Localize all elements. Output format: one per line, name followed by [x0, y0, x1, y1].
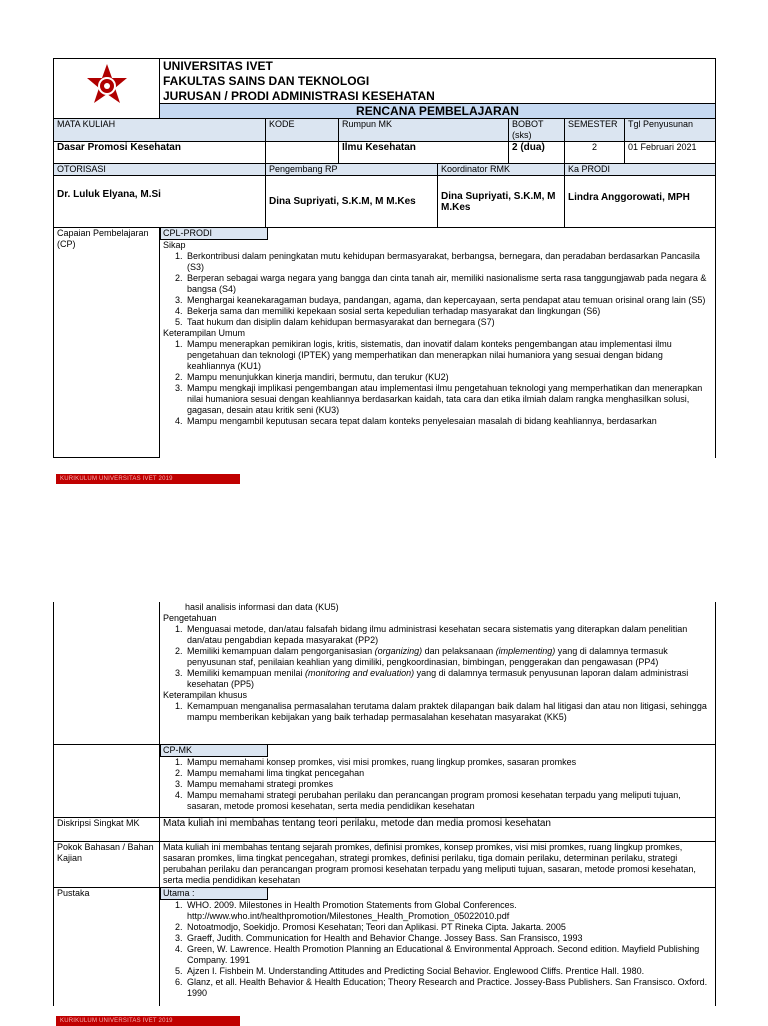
capaian-content — [160, 228, 716, 458]
label-koordinator: Koordinator RMK — [438, 164, 565, 176]
list-item: 4. Mampu memahami strategi perubahan perilaku dan perancangan program promosi kesehatan terpadu yang meliputi tujuan, sasaran, metode promosi kesehatan, serta media pendidikan kesehatan — [185, 790, 712, 812]
pengetahuan-list — [163, 624, 712, 690]
list-item: 5. Taat hukum dan disiplin dalam kehidupan bermasyarakat dan bernegara (S7) — [185, 317, 712, 328]
value-pokok-bahasan: Mata kuliah ini membahas tentang sejarah promkes, definisi promkes, konsep promkes, visi misi promkes, ruang lingkup promkes, sasaran promkes, lima tingkat pencegahan, strategi promkes, definisi perilaku, tiga domain perilaku, determinan perilaku, strategi perubahan perilaku dan perancangan program promosi kesehatan terpadu yang meliputi tujuan, sasaran, metode promosi kesehatan, serta media pendidikan kesehatan — [160, 842, 716, 888]
value-pengembang: Dina Supriyati, S.K.M, M M.Kes — [266, 176, 438, 228]
list-item: 1. Berkontribusi dalam peningkatan mutu kehidupan bermasyarakat, berbangsa, bernegara, dan peradaban berdasarkan Pancasila (S3) — [185, 251, 712, 273]
list-text: yang di dalamnya termasuk penyusunan staf, penilaian keahlian yang dimiliki, pengkoordinasian, bimbingan, penggerakan dan pengawasan (PP4) — [187, 646, 668, 667]
list-item: 6. Glanz, et all. Health Behavior & Health Education; Theory Research and Practice. Jossey-Bass Publishers. San Fransisco. Oxford. 1990 — [185, 977, 712, 999]
university-logo — [83, 62, 131, 110]
label-rumpun: Rumpun MK — [339, 119, 509, 142]
value-rumpun: Ilmu Kesehatan — [339, 142, 509, 164]
label-tgl: Tgl Penyusunan — [625, 119, 716, 142]
ku-heading: Keterampilan Umum — [163, 328, 246, 338]
label-kaprodi: Ka PRODI — [565, 164, 716, 176]
list-item: 1. Kemampuan menganalisa permasalahan terutama dalam praktek dilapangan baik dalam hal litigasi dan atau non litigasi, sehingga mampu memberikan kebijakan yang baik terhadap permasalahan kesehatan masyarakat (KK5) — [185, 701, 712, 723]
list-item: 3. Mampu memahami strategi promkes — [185, 779, 712, 790]
footer-bar-page-2: KURIKULUM UNIVERSITAS IVET 2019 — [56, 1016, 240, 1026]
list-item: 2. Berperan sebagai warga negara yang bangga dan cinta tanah air, memiliki nasionalisme serta rasa tanggungjawab pada negara & bangsa (S4) — [185, 273, 712, 295]
value-kode — [266, 142, 339, 164]
list-text: yang di dalamnya termasuk penyusunan laporan dalam administrasi kesehatan (PP5) — [187, 668, 689, 689]
list-item: 1. WHO. 2009. Milestones in Health Promotion Statements from Global Conferences. http://www.who.int/healthpromotion/Milestones_Health_Promotion_05022010.pdf — [185, 900, 712, 922]
label-diskripsi: Diskripsi Singkat MK — [54, 818, 160, 842]
cpmk-heading: CP-MK — [160, 745, 268, 758]
cpl-prodi-heading: CPL-PRODI — [160, 228, 268, 241]
cpmk-list — [163, 757, 712, 812]
capaian-label-continued — [54, 602, 160, 745]
pustaka-content — [160, 888, 716, 1007]
page-1 — [0, 58, 768, 458]
label-mata-kuliah: MATA KULIAH — [54, 119, 266, 142]
list-item: 3. Menghargai keanekaragaman budaya, pandangan, agama, dan kepercayaan, serta pendapat atau temuan orisinal orang lain (S5) — [185, 295, 712, 306]
sikap-list — [163, 251, 712, 328]
label-pengembang: Pengembang RP — [266, 164, 438, 176]
value-tgl: 01 Februari 2021 — [625, 142, 716, 164]
header-text-cell — [160, 59, 716, 104]
kk-heading: Keterampilan khusus — [163, 690, 248, 700]
list-item: 5. Ajzen I. Fishbein M. Understanding Attitudes and Predicting Social Behavior. Englewood Cliffs. Prentice Hall. 1980. — [185, 966, 712, 977]
list-text: Memiliki kemampuan menilai — [187, 668, 306, 678]
rps-header-table — [53, 58, 716, 458]
value-kaprodi: Lindra Anggorowati, MPH — [565, 176, 716, 228]
utama-heading: Utama : — [160, 888, 268, 901]
label-bobot: BOBOT (sks) — [509, 119, 565, 142]
value-diskripsi: Mata kuliah ini membahas tentang teori perilaku, metode dan media promosi kesehatan — [160, 818, 716, 842]
page-2 — [0, 602, 768, 1006]
faculty-name: FAKULTAS SAINS DAN TEKNOLOGI — [163, 74, 370, 88]
pengetahuan-heading: Pengetahuan — [163, 613, 217, 623]
list-text: (organizing) — [374, 646, 423, 656]
list-text: (monitoring and evaluation) — [305, 668, 415, 678]
department-name: JURUSAN / PRODI ADMINISTRASI KESEHATAN — [163, 89, 435, 103]
label-kode: KODE — [266, 119, 339, 142]
label-pokok-bahasan: Pokok Bahasan / Bahan Kajian — [54, 842, 160, 888]
value-otorisasi: Dr. Luluk Elyana, M.Si — [54, 176, 266, 228]
rps-content-table — [53, 602, 716, 1006]
label-semester: SEMESTER — [565, 119, 625, 142]
value-semester: 2 — [565, 142, 625, 164]
list-item: 1. Menguasai metode, dan/atau falsafah bidang ilmu administrasi kesehatan secara sistematis yang diterapkan dalam penelitian dan/atau pengabdian kepada masyarakat (PP2) — [185, 624, 712, 646]
value-koordinator: Dina Supriyati, S.K.M, M M.Kes — [438, 176, 565, 228]
capaian-continued — [160, 602, 716, 745]
list-item: 4. Bekerja sama dan memiliki kepekaan sosial serta kepedulian terhadap masyarakat dan lingkungan (S6) — [185, 306, 712, 317]
logo-cell — [54, 59, 160, 119]
list-item: 3. Graeff, Judith. Communication for Health and Behavior Change. Jossey Bass. San Fransisco, 1993 — [185, 933, 712, 944]
label-capaian: Capaian Pembelajaran (CP) — [54, 228, 160, 458]
list-item: 2. Mampu memahami lima tingkat pencegahan — [185, 768, 712, 779]
ku-continuation: hasil analisis informasi dan data (KU5) — [185, 602, 339, 612]
list-item — [185, 646, 712, 668]
list-item: 1. Mampu memahami konsep promkes, visi misi promkes, ruang lingkup promkes, sasaran promkes — [185, 757, 712, 768]
list-item: 1. Mampu menerapkan pemikiran logis, kritis, sistematis, dan inovatif dalam konteks pengembangan atau implementasi ilmu pengetahuan dan teknologi (IPTEK) yang memperhatikan dan menerapkan nilai humaniora yang sesuai dengan bidang keahliannya (KU1) — [185, 339, 712, 372]
cpmk-content — [160, 745, 716, 818]
pustaka-list — [163, 900, 712, 999]
label-pustaka: Pustaka — [54, 888, 160, 1007]
value-bobot: 2 (dua) — [509, 142, 565, 164]
list-item: 4. Mampu mengambil keputusan secara tepat dalam konteks penyelesaian masalah di bidang keahliannya, berdasarkan — [185, 416, 712, 427]
list-item — [185, 668, 712, 690]
cpmk-label — [54, 745, 160, 818]
list-item: 3. Mampu mengkaji implikasi pengembangan atau implementasi ilmu pengetahuan teknologi yang memperhatikan dan menerapkan nilai humaniora sesuai dengan keahliannya berdasarkan kaidah, tata cara dan etika ilmiah dalam rangka menghasilkan solusi, gagasan, desain atau kritik seni (KU3) — [185, 383, 712, 416]
list-text: dan pelaksanaan — [422, 646, 496, 656]
label-otorisasi: OTORISASI — [54, 164, 266, 176]
sikap-heading: Sikap — [163, 240, 186, 250]
document-title: RENCANA PEMBELAJARAN — [160, 104, 716, 119]
value-mata-kuliah: Dasar Promosi Kesehatan — [54, 142, 266, 164]
list-item: 2. Notoatmodjo, Soekidjo. Promosi Kesehatan; Teori dan Aplikasi. PT Rineka Cipta. Jakarta. 2005 — [185, 922, 712, 933]
list-item: 4. Green, W. Lawrence. Health Promotion Planning an Educational & Environmental Approach. Second edition. Mayfield Publishing Company. 1991 — [185, 944, 712, 966]
kk-list — [163, 701, 712, 723]
list-text: Memiliki kemampuan dalam pengorganisasian — [187, 646, 375, 656]
university-name: UNIVERSITAS IVET — [163, 59, 273, 73]
footer-bar: KURIKULUM UNIVERSITAS IVET 2019 — [56, 474, 240, 484]
list-text: (implementing) — [495, 646, 556, 656]
ku-list — [163, 339, 712, 427]
list-item: 2. Mampu menunjukkan kinerja mandiri, bermutu, dan terukur (KU2) — [185, 372, 712, 383]
